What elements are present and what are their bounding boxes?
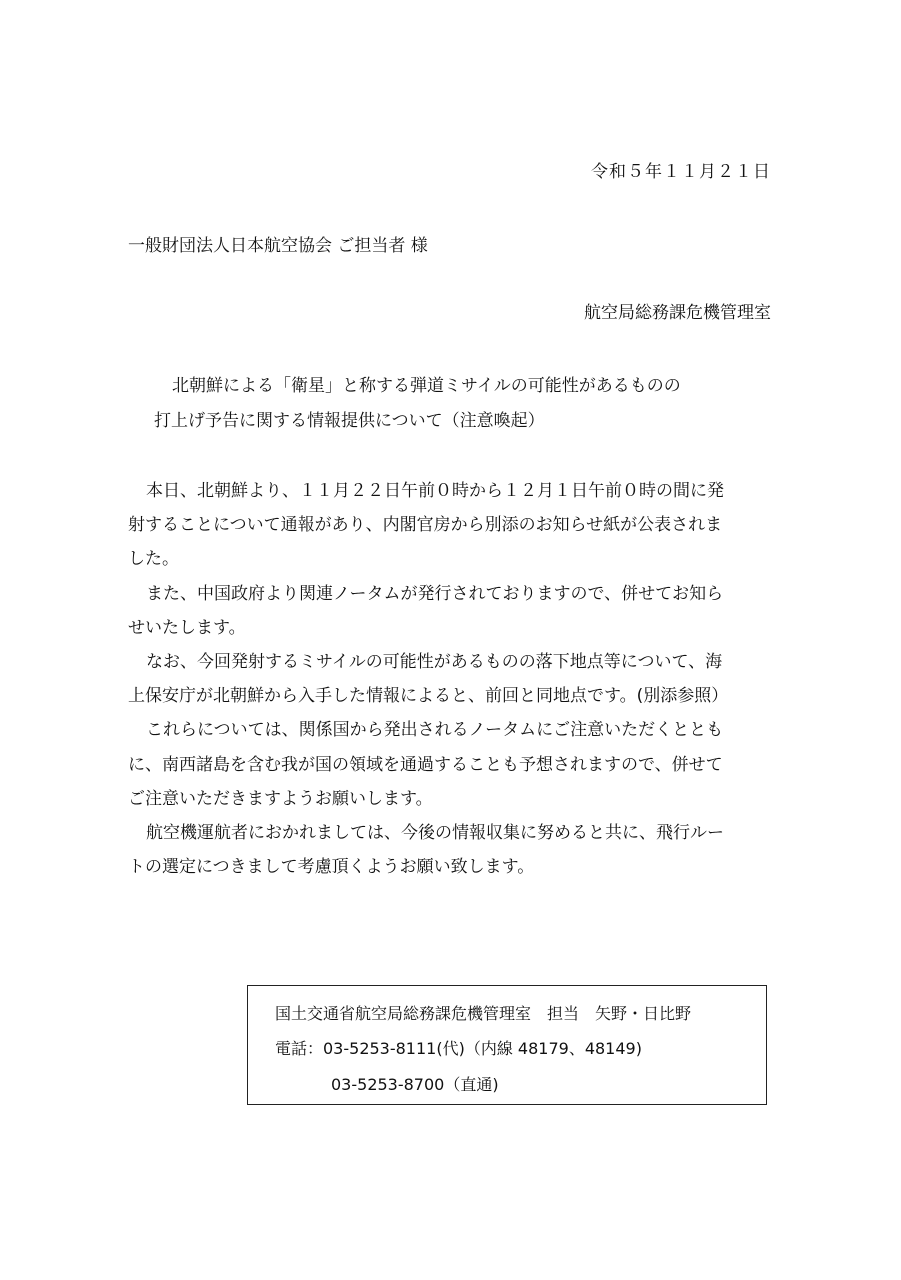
body-line: 本日、北朝鮮より、１１月２２日午前０時から１２月１日午前０時の間に発 <box>146 481 724 501</box>
body-line: に、南西諸島を含む我が国の領域を通過することも予想されますので、併せて <box>128 754 723 775</box>
body-line: また、中国政府より関連ノータムが発行されておりますので、併せてお知ら <box>146 583 724 604</box>
body-text <box>128 481 773 891</box>
contact-box <box>247 985 767 1105</box>
body-line: なお、今回発射するミサイルの可能性があるものの落下地点等について、海 <box>146 651 723 672</box>
body-line: これらについては、関係国から発出されるノータムにご注意いただくととも <box>146 720 724 741</box>
sender: 航空局総務課危機管理室 <box>584 303 771 323</box>
body-line: した。 <box>128 549 179 570</box>
body-line: ご注意いただきますようお願いします。 <box>128 788 433 809</box>
document-date: 令和５年１１月２１日 <box>591 162 771 182</box>
contact-phone-main: 電話：03-5253-8111(代)（内線 48179、48149) <box>275 1039 642 1058</box>
body-line: 射することについて通報があり、内閣官房から別添のお知らせ紙が公表されま <box>128 515 723 536</box>
subject-line-1: 北朝鮮による「衛星」と称する弾道ミサイルの可能性があるものの <box>172 376 681 396</box>
body-line: 航空機運航者におかれましては、今後の情報収集に努めると共に、飛行ルー <box>146 822 724 843</box>
subject-line-2: 打上げ予告に関する情報提供について（注意喚起） <box>154 411 545 431</box>
body-line: せいたします。 <box>128 617 246 638</box>
contact-department: 国土交通省航空局総務課危機管理室 担当 矢野・日比野 <box>275 1004 692 1023</box>
contact-phone-direct: 03-5253-8700（直通) <box>331 1075 499 1094</box>
addressee: 一般財団法人日本航空協会 ご担当者 様 <box>128 236 428 256</box>
body-line: トの選定につきまして考慮頂くようお願い致します。 <box>128 857 535 878</box>
body-line: 上保安庁が北朝鮮から入手した情報によると、前回と同地点です。(別添参照） <box>128 686 729 707</box>
